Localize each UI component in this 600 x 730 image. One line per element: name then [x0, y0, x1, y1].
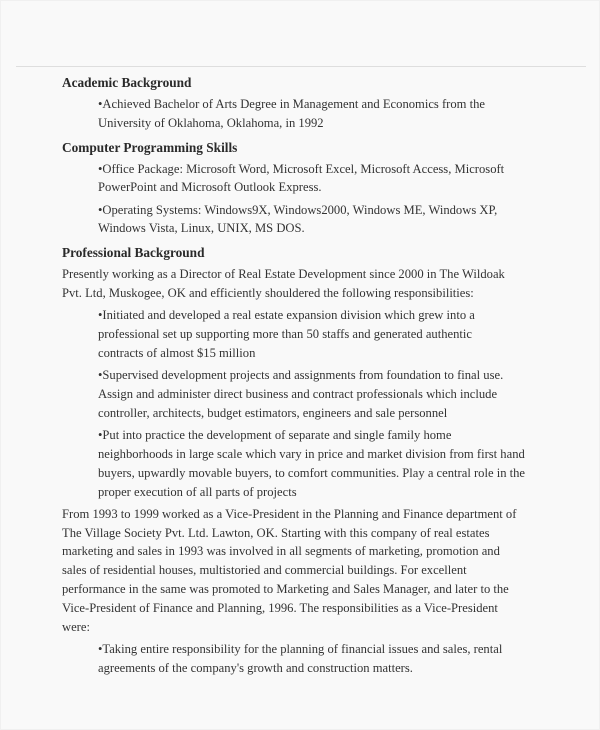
top-divider [16, 66, 586, 67]
bullet-item [98, 160, 525, 198]
text-line: •Office Package: Microsoft Word, Microsoft Excel, Microsoft Access, Microsoft [98, 161, 505, 176]
text-line: Pvt. Ltd, Muskogee, OK and efficiently shouldered the following responsibilities: [62, 286, 474, 301]
paragraph [62, 505, 525, 637]
bullet-item [98, 201, 525, 239]
text-line: agreements of the company's growth and construction matters. [98, 660, 413, 675]
text-line: PowerPoint and Microsoft Outlook Express. [98, 180, 322, 195]
text-line: marketing and sales in 1993 was involved in all segments of marketing, promotion and [62, 544, 500, 559]
text-line: performance in the same was promoted to Marketing and Sales Manager, and later to the [62, 582, 509, 597]
text-line: Windows Vista, Linux, UNIX, MS DOS. [98, 221, 305, 236]
bullet-item [98, 306, 525, 362]
section-heading: Professional Background [62, 245, 205, 261]
text-line: professional set up supporting more than 50 staffs and generated authentic [98, 327, 472, 342]
bullet-item [98, 426, 525, 501]
text-line: •Put into practice the development of separate and single family home [98, 428, 452, 443]
resume-content [62, 73, 525, 681]
text-line: were: [62, 619, 90, 634]
text-line: •Taking entire responsibility for the planning of financial issues and sales, rental [98, 641, 503, 656]
text-line: contracts of almost $15 million [98, 345, 256, 360]
text-line: Assign and administer direct business and contract professionals which include [98, 387, 498, 402]
text-line: Presently working as a Director of Real Estate Development since 2000 in The Wildoak [62, 267, 505, 282]
text-line: •Achieved Bachelor of Arts Degree in Management and Economics from the [98, 97, 485, 111]
text-line: University of Oklahoma, Oklahoma, in 1992 [98, 115, 324, 130]
text-line: Vice-President of Finance and Planning, 1996. The responsibilities as a Vice-President [62, 600, 498, 615]
text-line: From 1993 to 1999 worked as a Vice-President in the Planning and Finance department of [62, 506, 517, 521]
text-line: controller, architects, budget estimators, engineers and sale personnel [98, 405, 448, 420]
text-line: sales of residential houses, multistoried and commercial buildings. For excellent [62, 563, 467, 578]
text-line: •Operating Systems: Windows9X, Windows2000, Windows ME, Windows XP, [98, 202, 498, 217]
bullet-item [98, 640, 525, 678]
text-line: buyers, upwardly movable buyers, to comfort communities. Play a central role in the [98, 465, 526, 480]
bullet-item [98, 366, 525, 422]
paragraph [62, 265, 525, 303]
section-heading: Computer Programming Skills [62, 139, 238, 155]
section-heading: Academic Background [62, 75, 192, 90]
text-line: neighborhoods in large scale which vary in price and market division from first hand [98, 446, 525, 461]
text-line: •Supervised development projects and assignments from foundation to final use. [98, 368, 504, 383]
text-line: proper execution of all parts of projects [98, 484, 297, 499]
text-line: The Village Society Pvt. Ltd. Lawton, OK. Starting with this company of real estates [62, 525, 490, 540]
text-line: •Initiated and developed a real estate expansion division which grew into a [98, 308, 475, 323]
bullet-item [98, 95, 525, 133]
